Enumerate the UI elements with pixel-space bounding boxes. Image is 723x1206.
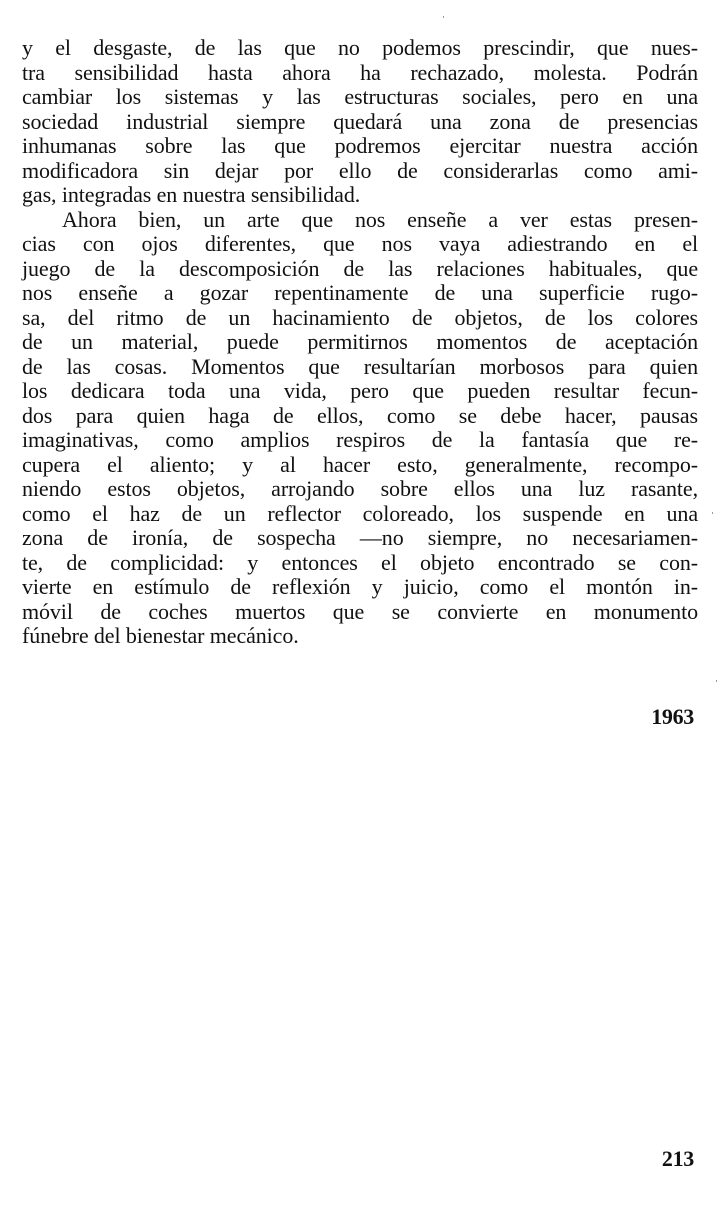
body-text: [22, 36, 698, 649]
text-line: como el haz de un reflector coloreado, los suspende en una: [22, 500, 698, 526]
text-line: vierte en estímulo de reflexión y juicio, como el montón in-: [22, 574, 698, 599]
text-line: inhumanas sobre las que podremos ejercitar nuestra acción: [22, 133, 698, 158]
text-line: y el desgaste, de las que no podemos prescindir, que nues-: [22, 35, 698, 60]
text-line: de un material, puede permitirnos momentos de aceptación: [22, 329, 698, 354]
text-line: Ahora bien, un arte que nos enseñe a ver estas presen-: [62, 206, 698, 232]
paragraph-2: [22, 208, 698, 649]
text-line: cupera el aliento; y al hacer esto, generalmente, recompo-: [22, 451, 698, 477]
scan-speck: [443, 16, 444, 18]
scan-speck: [712, 512, 713, 514]
text-line: los dedicara toda una vida, pero que pueden resultar fecun-: [22, 378, 698, 403]
text-line: tra sensibilidad hasta ahora ha rechazado, molesta. Podrán: [22, 59, 698, 85]
scan-speck: [716, 680, 717, 682]
page-number: 213: [661, 1146, 694, 1171]
paragraph-1: [22, 36, 698, 208]
text-line: modificadora sin dejar por ello de considerarlas como ami-: [22, 157, 698, 183]
text-line: nos enseñe a gozar repentinamente de una superficie rugo-: [22, 280, 698, 305]
text-line: cias con ojos diferentes, que nos vaya adiestrando en el: [22, 231, 698, 256]
text-line: cambiar los sistemas y las estructuras sociales, pero en una: [22, 84, 698, 109]
text-line: de las cosas. Momentos que resultarían morbosos para quien: [22, 353, 698, 379]
text-line: dos para quien haga de ellos, como se debe hacer, pausas: [22, 402, 698, 428]
text-line: juego de la descomposición de las relaciones habituales, que: [22, 255, 698, 281]
text-line: sociedad industrial siempre quedará una zona de presencias: [22, 108, 698, 134]
text-line: fúnebre del bienestar mecánico.: [22, 623, 299, 648]
text-line: móvil de coches muertos que se convierte en monumento: [22, 598, 698, 624]
text-line: gas, integradas en nuestra sensibilidad.: [22, 182, 361, 207]
date-signature: 1963: [651, 704, 694, 729]
text-line: zona de ironía, de sospecha —no siempre, no necesariamen-: [22, 525, 698, 550]
text-line: niendo estos objetos, arrojando sobre ellos una luz rasante,: [22, 476, 698, 501]
text-line: sa, del ritmo de un hacinamiento de objetos, de los colores: [22, 304, 698, 330]
text-line: imaginativas, como amplios respiros de la fantasía que re-: [22, 427, 698, 452]
text-line: te, de complicidad: y entonces el objeto encontrado se con-: [22, 549, 698, 575]
